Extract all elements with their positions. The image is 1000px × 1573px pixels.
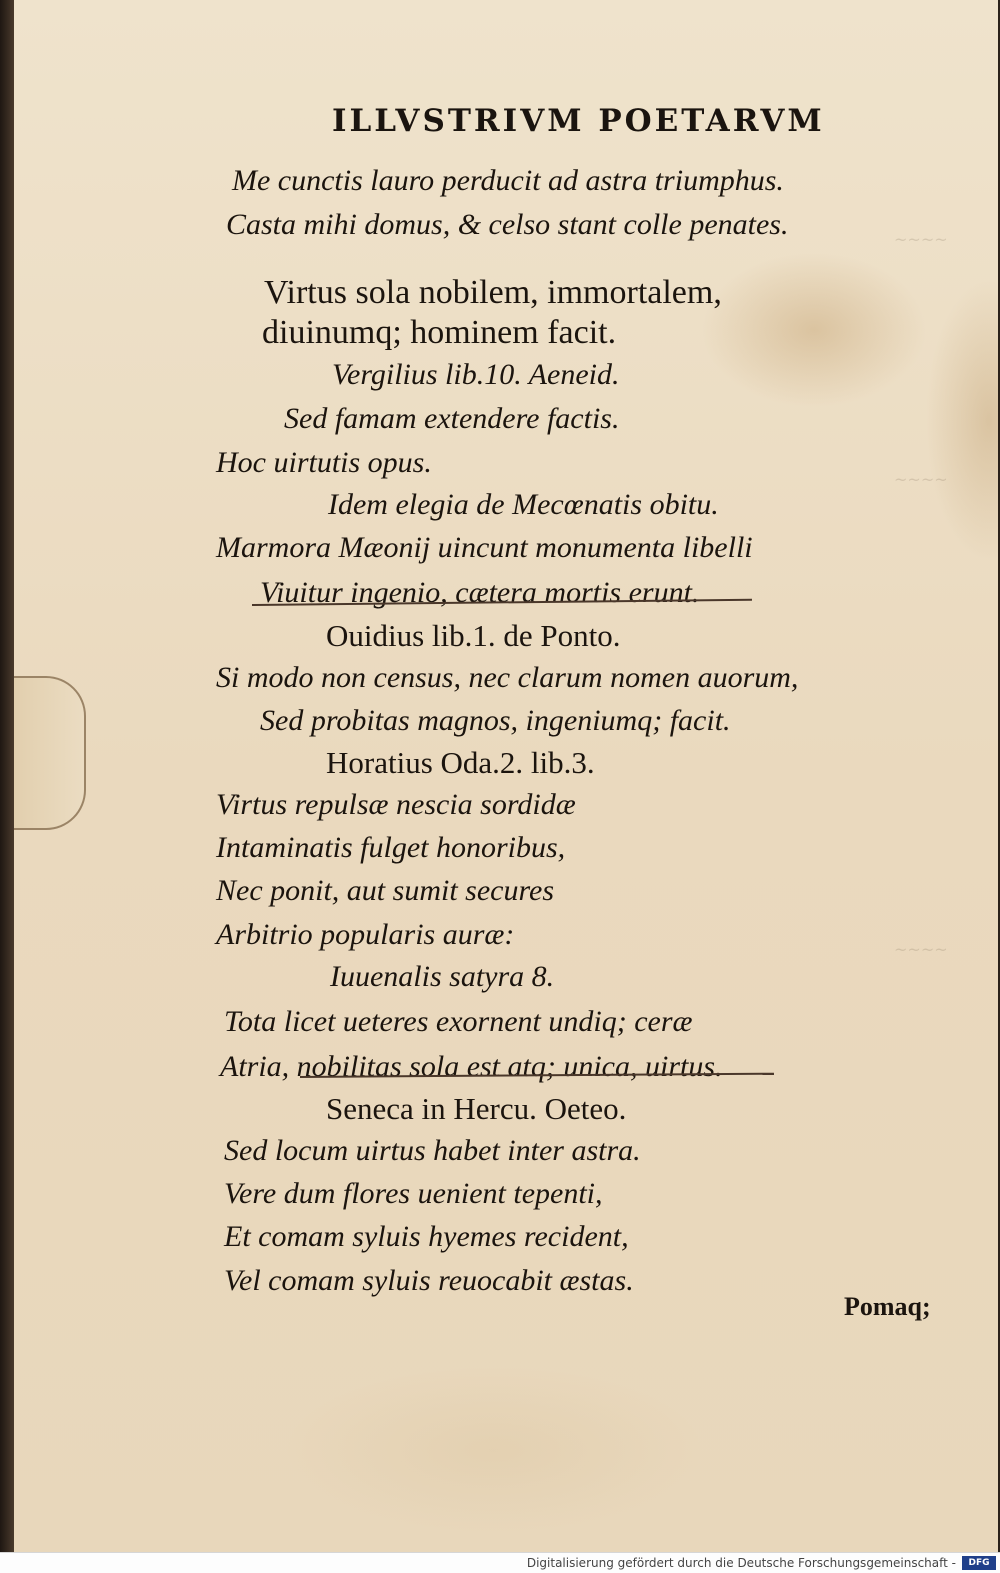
heading-line: diuinumq; hominem facit. xyxy=(262,314,617,351)
text-line: Virtus repulsæ nescia sordidæ xyxy=(216,788,576,821)
book-page xyxy=(14,0,998,1552)
text-line: Me cunctis lauro perducit ad astra triumphus. xyxy=(232,164,784,197)
author-line: Iuuenalis satyra 8. xyxy=(330,960,555,993)
catchword: Pomaq; xyxy=(844,1292,931,1321)
text-line: Sed locum uirtus habet inter astra. xyxy=(224,1134,641,1167)
author-line: Horatius Oda.2. lib.3. xyxy=(326,745,595,780)
text-line: Et comam syluis hyemes recident, xyxy=(224,1220,629,1253)
author-line: Ouidius lib.1. de Ponto. xyxy=(326,618,621,653)
digitization-footer xyxy=(0,1552,1000,1573)
text-line: Arbitrio popularis auræ: xyxy=(216,918,515,951)
text-line: Intaminatis fulget honoribus, xyxy=(216,831,566,864)
text-line: Sed probitas magnos, ingeniumq; facit. xyxy=(260,704,731,737)
show-through: ~~~~ xyxy=(894,940,948,959)
author-line: Seneca in Hercu. Oeteo. xyxy=(326,1091,627,1126)
author-line: Vergilius lib.10. Aeneid. xyxy=(332,358,620,391)
text-line: Vel comam syluis reuocabit æstas. xyxy=(224,1264,634,1297)
text-line: Si modo non census, nec clarum nomen auorum, xyxy=(216,661,799,694)
text-line: Nec ponit, aut sumit secures xyxy=(216,874,555,907)
text-line: Marmora Mæonij uincunt monumenta libelli xyxy=(216,531,753,564)
show-through: ~~~~ xyxy=(894,230,948,249)
text-line: Tota licet ueteres exornent undiq; ceræ xyxy=(224,1005,693,1038)
text-line: Vere dum flores uenient tepenti, xyxy=(224,1177,603,1210)
running-head: ILLVSTRIVM POETARVM xyxy=(332,103,825,139)
text-line: Casta mihi domus, & celso stant colle penates. xyxy=(226,208,789,241)
text-line: Hoc uirtutis opus. xyxy=(216,446,432,479)
heading-line: Virtus sola nobilem, immortalem, xyxy=(264,274,722,311)
text-line: Atria, nobilitas sola est atq; unica, uirtus. xyxy=(220,1050,723,1083)
footer-credit: Digitalisierung gefördert durch die Deutsche Forschungsgemeinschaft - xyxy=(526,1556,956,1570)
dfg-logo-icon: DFG xyxy=(962,1556,996,1570)
scan-edge xyxy=(0,0,14,1572)
show-through: ~~~~ xyxy=(894,470,948,489)
text-line: Sed famam extendere factis. xyxy=(284,402,620,435)
text-line: Viuitur ingenio, cætera mortis erunt. xyxy=(260,576,700,609)
author-line: Idem elegia de Mecœnatis obitu. xyxy=(328,488,719,521)
page-fold-tab xyxy=(14,676,86,830)
